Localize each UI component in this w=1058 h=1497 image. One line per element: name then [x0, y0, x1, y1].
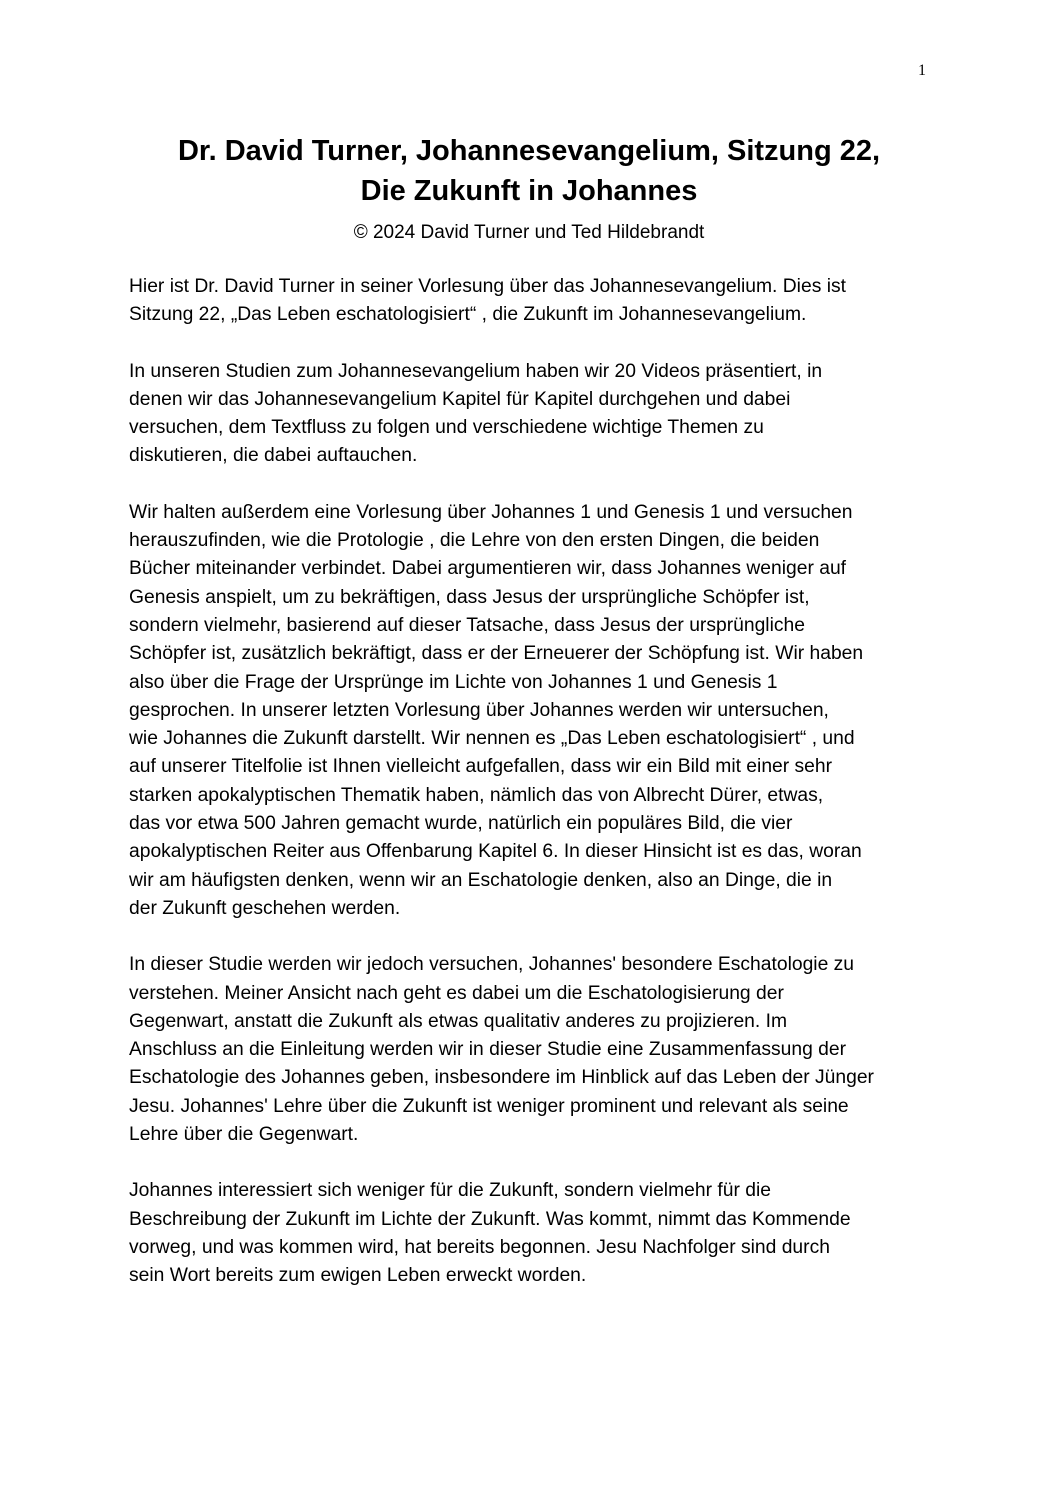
text-line: wie Johannes die Zukunft darstellt. Wir nennen es „Das Leben eschatologisiert“ , und: [129, 728, 855, 750]
document-body: [129, 273, 934, 1319]
text-line: Beschreibung der Zukunft im Lichte der Zukunft. Was kommt, nimmt das Kommende: [129, 1208, 851, 1230]
text-line: starken apokalyptischen Thematik haben, nämlich das von Albrecht Dürer, etwas,: [129, 784, 824, 806]
text-line: versuchen, dem Textfluss zu folgen und verschiedene wichtige Themen zu: [129, 417, 764, 439]
text-line: Bücher miteinander verbindet. Dabei argumentieren wir, dass Johannes weniger auf: [129, 558, 847, 580]
text-line: also über die Frage der Ursprünge im Lichte von Johannes 1 und Genesis 1: [129, 671, 778, 693]
text-line: apokalyptischen Reiter aus Offenbarung Kapitel 6. In dieser Hinsicht ist es das, woran: [129, 841, 862, 863]
text-line: Wir halten außerdem eine Vorlesung über Johannes 1 und Genesis 1 und versuchen: [129, 501, 853, 523]
text-line: Gegenwart, anstatt die Zukunft als etwas qualitativ anderes zu projizieren. Im: [129, 1010, 788, 1032]
text-line: Hier ist Dr. David Turner in seiner Vorlesung über das Johannesevangelium. Dies ist: [129, 276, 846, 297]
text-line: Sitzung 22, „Das Leben eschatologisiert“ , die Zukunft im Johannesevangelium.: [129, 304, 807, 326]
text-line: diskutieren, die dabei auftauchen.: [129, 445, 418, 467]
text-line: Eschatologie des Johannes geben, insbesondere im Hinblick auf das Leben der Jünger: [129, 1067, 874, 1089]
text-line: auf unserer Titelfolie ist Ihnen vielleicht aufgefallen, dass wir ein Bild mit einer sehr: [129, 756, 833, 778]
text-line: Johannes interessiert sich weniger für die Zukunft, sondern vielmehr für die: [129, 1180, 771, 1202]
text-line: In dieser Studie werden wir jedoch versuchen, Johannes' besondere Eschatologie zu: [129, 954, 855, 976]
text-line: Lehre über die Gegenwart.: [129, 1124, 359, 1146]
text-line: Jesu. Johannes' Lehre über die Zukunft ist weniger prominent und relevant als seine: [129, 1095, 849, 1117]
text-line: Anschluss an die Einleitung werden wir in dieser Studie eine Zusammenfassung der: [129, 1039, 847, 1061]
paragraph: [129, 273, 934, 330]
text-line: Genesis anspielt, um zu bekräftigen, dass Jesus der ursprüngliche Schöpfer ist,: [129, 586, 810, 608]
text-line: verstehen. Meiner Ansicht nach geht es dabei um die Eschatologisierung der: [129, 982, 784, 1004]
title-line: Die Zukunft in Johannes: [360, 175, 698, 207]
document-title: [100, 131, 958, 211]
text-line: gesprochen. In unserer letzten Vorlesung über Johannes werden wir untersuchen,: [129, 699, 829, 721]
text-line: vorweg, und was kommen wird, hat bereits begonnen. Jesu Nachfolger sind durch: [129, 1236, 830, 1258]
text-line: sondern vielmehr, basierend auf dieser Tatsache, dass Jesus der ursprüngliche: [129, 614, 805, 636]
text-line: In unseren Studien zum Johannesevangelium haben wir 20 Videos präsentiert, in: [129, 360, 823, 382]
paragraph: [129, 951, 934, 1149]
page-number: 1: [918, 62, 926, 79]
text-line: wir am häufigsten denken, wenn wir an Eschatologie denken, also an Dinge, die in: [129, 869, 833, 891]
copyright-line: © 2024 David Turner und Ted Hildebrandt: [353, 222, 705, 243]
text-line: herauszufinden, wie die Protologie , die Lehre von den ersten Dingen, die beiden: [129, 530, 820, 552]
text-line: der Zukunft geschehen werden.: [129, 897, 401, 919]
text-line: sein Wort bereits zum ewigen Leben erweckt worden.: [129, 1265, 587, 1287]
paragraph: [129, 1177, 934, 1290]
text-line: denen wir das Johannesevangelium Kapitel für Kapitel durchgehen und dabei: [129, 388, 791, 410]
paragraph: [129, 358, 934, 471]
text-line: Schöpfer ist, zusätzlich bekräftigt, dass er der Erneuerer der Schöpfung ist. Wir haben: [129, 643, 864, 665]
paragraph: [129, 499, 934, 923]
text-line: das vor etwa 500 Jahren gemacht wurde, natürlich ein populäres Bild, die vier: [129, 813, 793, 835]
title-line: Dr. David Turner, Johannesevangelium, Sitzung 22,: [177, 135, 881, 167]
